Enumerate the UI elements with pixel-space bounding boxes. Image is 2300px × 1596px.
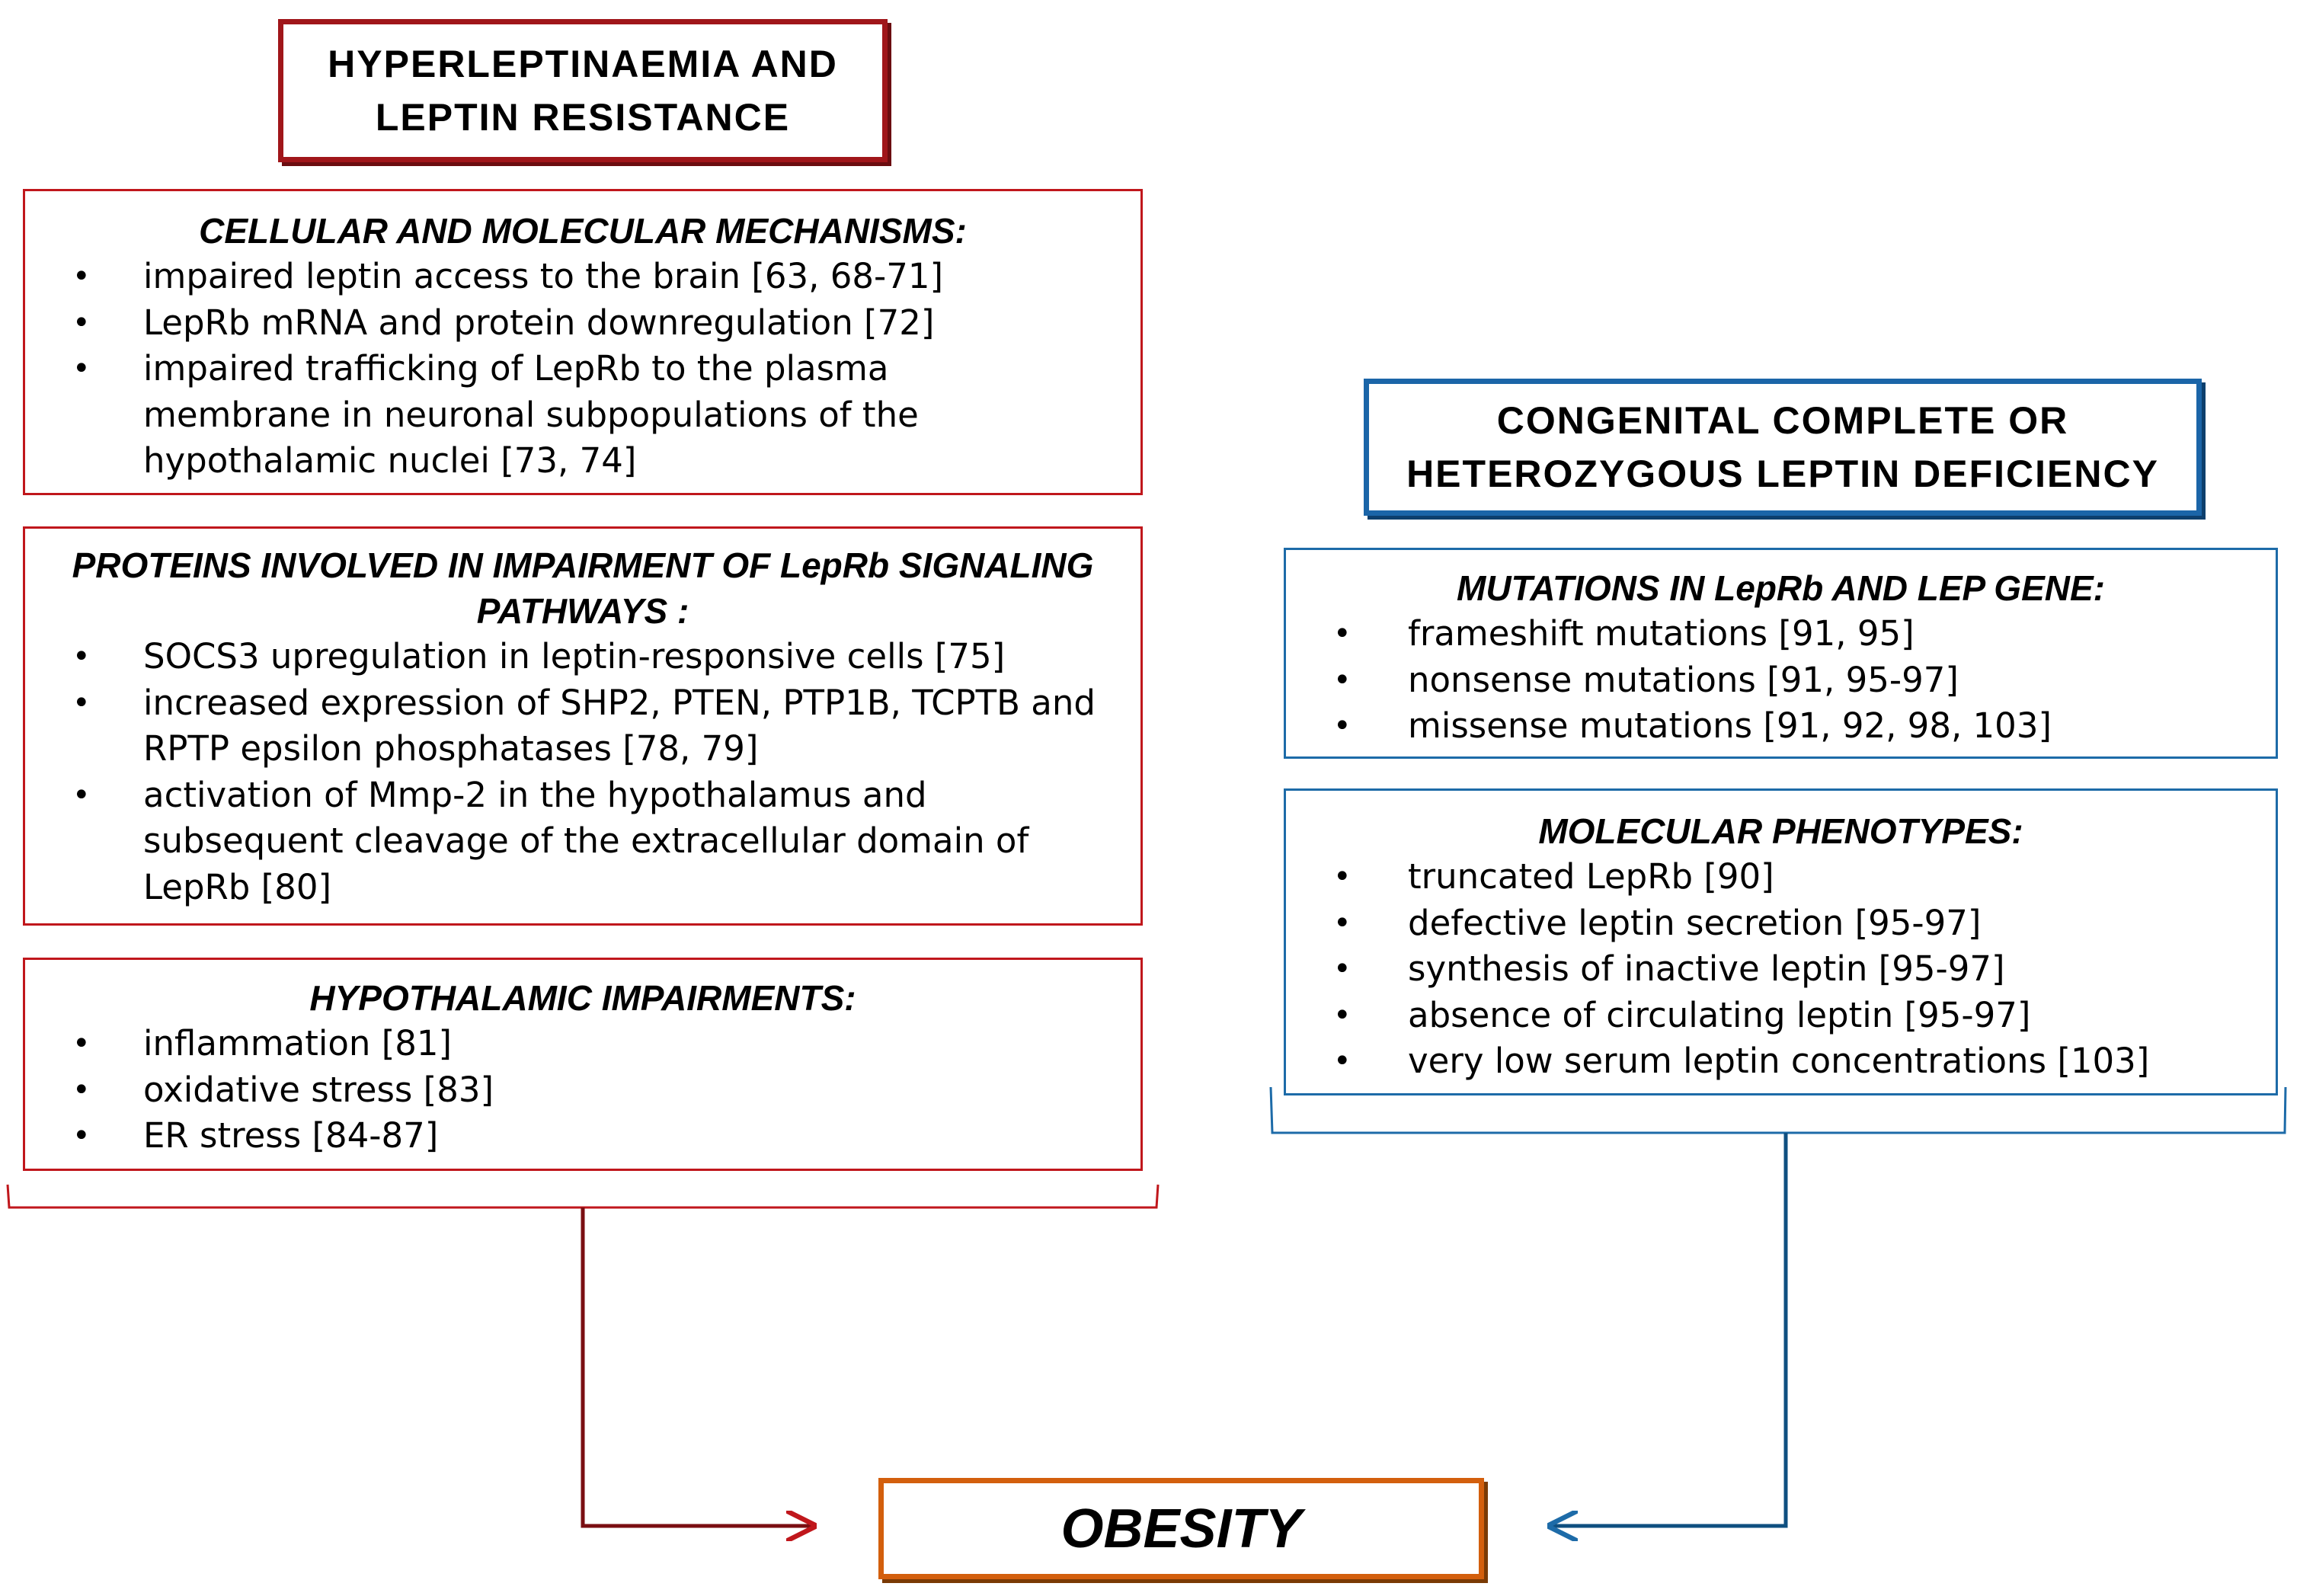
list-item: • increased expression of SHP2, PTEN, PTP1B, TCPTB and	[48, 680, 1118, 727]
list-item: • oxidative stress [83]	[48, 1067, 1118, 1114]
bullet-icon: •	[1333, 952, 1352, 987]
mutations-list	[1309, 611, 2253, 750]
list-item: • inflammation [81]	[48, 1021, 1118, 1067]
hypothalamic-impairments-box	[23, 958, 1143, 1171]
cellular-mechanisms-box	[23, 189, 1143, 495]
bullet-icon: •	[72, 685, 91, 721]
bullet-icon: •	[1333, 662, 1352, 698]
bullet-icon: •	[72, 777, 91, 813]
list-item: • truncated LepRb [90]	[1309, 854, 2253, 900]
molecular-phenotypes-list	[1309, 854, 2253, 1085]
leptin-deficiency-title-line2: HETEROZYGOUS LEPTIN DEFICIENCY	[1406, 453, 2159, 495]
left-connector-arrow	[583, 1207, 814, 1526]
list-item-continuation: subsequent cleavage of the extracellular domain of	[143, 820, 1029, 861]
bullet-icon: •	[1333, 616, 1352, 651]
list-item-continuation: RPTP epsilon phosphatases [78, 79]	[143, 728, 759, 769]
obesity-outcome-box	[878, 1478, 1484, 1579]
hyperleptinaemia-title-line1: HYPERLEPTINAEMIA AND	[328, 43, 838, 85]
list-item: • SOCS3 upregulation in leptin-responsive cells [75]	[48, 634, 1118, 680]
leptin-deficiency-title-line1: CONGENITAL COMPLETE OR	[1496, 399, 2069, 442]
list-item: • missense mutations [91, 92, 98, 103]	[1309, 703, 2253, 750]
right-connector-arrow	[1550, 1133, 1786, 1526]
bullet-icon: •	[72, 1118, 91, 1153]
cellular-mechanisms-list	[48, 254, 1118, 485]
leptin-deficiency-title-box	[1364, 379, 2202, 516]
proteins-signaling-title-line1: PROTEINS INVOLVED IN IMPAIRMENT OF LepRb SIGNALING	[72, 545, 1094, 585]
list-item: • synthesis of inactive leptin [95-97]	[1309, 946, 2253, 993]
hypothalamic-impairments-title: HYPOTHALAMIC IMPAIRMENTS:	[309, 978, 856, 1018]
bullet-icon: •	[72, 639, 91, 674]
proteins-signaling-box	[23, 526, 1143, 926]
left-bracket	[8, 1185, 1158, 1207]
list-item: • nonsense mutations [91, 95-97]	[1309, 657, 2253, 704]
bullet-icon: •	[1333, 905, 1352, 941]
bullet-icon: •	[72, 305, 91, 341]
list-item: • frameshift mutations [91, 95]	[1309, 611, 2253, 657]
list-item-continuation: membrane in neuronal subpopulations of the	[143, 394, 919, 435]
bullet-icon: •	[72, 351, 91, 386]
mutations-box	[1284, 548, 2278, 759]
bullet-icon: •	[1333, 859, 1352, 894]
list-item: • absence of circulating leptin [95-97]	[1309, 993, 2253, 1039]
list-item: • defective leptin secretion [95-97]	[1309, 900, 2253, 947]
hyperleptinaemia-title-line2: LEPTIN RESISTANCE	[375, 96, 791, 139]
hyperleptinaemia-title-box	[278, 19, 888, 162]
bullet-icon: •	[1333, 708, 1352, 744]
list-item: • ER stress [84-87]	[48, 1113, 1118, 1159]
list-item: • very low serum leptin concentrations [103]	[1309, 1038, 2253, 1085]
proteins-signaling-list	[48, 634, 1118, 910]
bullet-icon: •	[1333, 997, 1352, 1033]
list-item: • activation of Mmp-2 in the hypothalamus and	[48, 772, 1118, 819]
hypothalamic-impairments-list	[48, 1021, 1118, 1159]
bullet-icon: •	[72, 1026, 91, 1061]
list-item: • LepRb mRNA and protein downregulation [72]	[48, 300, 1118, 347]
list-item: • impaired trafficking of LepRb to the plasma	[48, 346, 1118, 392]
list-item-continuation: LepRb [80]	[143, 866, 332, 907]
bullet-icon: •	[72, 1072, 91, 1108]
cellular-mechanisms-title: CELLULAR AND MOLECULAR MECHANISMS:	[199, 211, 967, 251]
obesity-label: OBESITY	[1060, 1498, 1302, 1559]
bullet-icon: •	[72, 259, 91, 294]
molecular-phenotypes-title: MOLECULAR PHENOTYPES:	[1538, 811, 2023, 851]
bullet-icon: •	[1333, 1044, 1352, 1079]
list-item: • impaired leptin access to the brain [63, 68-71]	[48, 254, 1118, 300]
mutations-title: MUTATIONS IN LepRb AND LEP GENE:	[1457, 568, 2105, 608]
list-item-continuation: hypothalamic nuclei [73, 74]	[143, 440, 637, 481]
proteins-signaling-title-line2: PATHWAYS :	[476, 591, 689, 631]
molecular-phenotypes-box	[1284, 788, 2278, 1095]
